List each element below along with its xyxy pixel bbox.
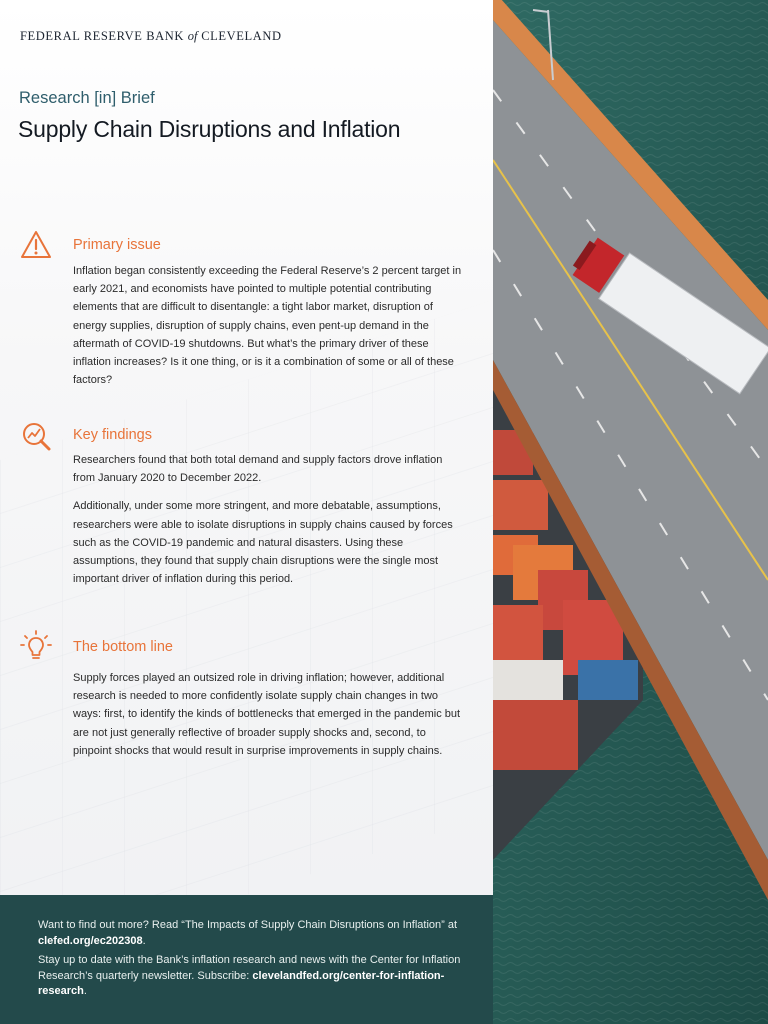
warning-triangle-icon <box>20 229 52 261</box>
footer-newsletter: Stay up to date with the Bank’s inflation research and news with the Center for Inflation Research’s quarterly newsletter. Subscribe: clevelandfed.org/center-for-inflation-research. <box>38 954 461 997</box>
page-title: Supply Chain Disruptions and Inflation <box>18 116 401 142</box>
bank-name-part2: CLEVELAND <box>201 29 282 43</box>
bank-name-part1: FEDERAL RESERVE BANK <box>20 29 185 43</box>
series-label: Research [in] Brief <box>19 89 155 107</box>
section-heading: The bottom line <box>73 639 173 655</box>
section-body <box>73 451 463 598</box>
footer-read-more: Want to find out more? Read “The Impacts of Supply Chain Disruptions on Inflation” at clefed.org/ec202308. <box>38 919 458 947</box>
bridge-photo <box>493 0 768 1024</box>
newsletter-link[interactable]: clevelandfed.org/center-for-inflation-research <box>38 969 445 997</box>
paragraph: Additionally, under some more stringent, and more debatable, assumptions, researchers were able to isolate disruptions in supply chains caused by forces such as the COVID-19 pandemic and natural disasters. Using these assumptions, they found that supply chain disruptions were the single most important driver of inflation during this period. <box>73 500 453 586</box>
lightbulb-icon <box>20 630 52 662</box>
bank-name-of: of <box>187 29 198 43</box>
section-heading: Primary issue <box>73 237 161 253</box>
magnifier-chart-icon <box>20 420 52 452</box>
bank-logo <box>20 29 282 44</box>
section-body <box>73 262 463 399</box>
section-body <box>73 669 463 770</box>
bridge-cargo-ship-image <box>493 0 768 1024</box>
report-link[interactable]: clefed.org/ec202308 <box>38 934 143 947</box>
paragraph: Researchers found that both total demand and supply factors drove inflation from January 2020 to December 2022. <box>73 454 443 485</box>
paragraph: Inflation began consistently exceeding the Federal Reserve’s 2 percent target in early 2021, and economists have pointed to multiple potential contributing elements that are difficult to disentangle: a tight labor market, disruption of energy supplies, disruption of supply chains, even pent-up demand in the aftermath of COVID-19 shutdowns. But what’s the primary driver of these inflation increases? Is it one thing, or is it a combination of some or all of these factors? <box>73 265 462 387</box>
paragraph: Supply forces played an outsized role in driving inflation; however, additional research is needed to more confidently isolate supply chain changes in two ways: first, to identify the kinds of bottlenecks that emerged in the pandemic but are not just generally reflective of broader supply shocks and, second, to pinpoint shocks that would result in surprise improvements in supply chains. <box>73 672 461 757</box>
section-heading: Key findings <box>73 427 152 443</box>
footer <box>0 895 493 1024</box>
